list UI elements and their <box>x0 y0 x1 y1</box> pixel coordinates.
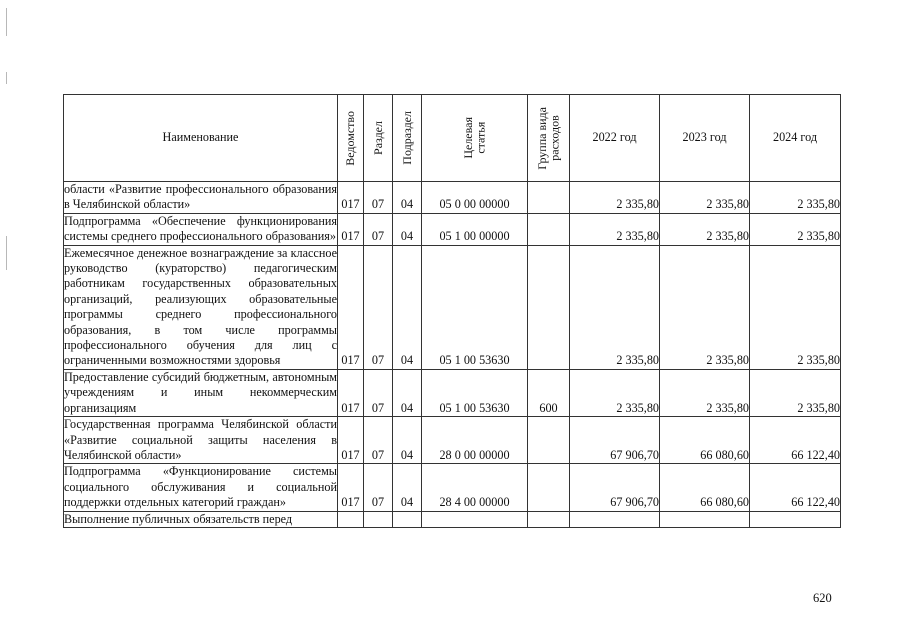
row-2024: 2 335,80 <box>750 213 841 245</box>
row-podrazdel: 04 <box>393 417 422 464</box>
row-2022: 2 335,80 <box>570 182 660 214</box>
row-gruppa <box>528 464 570 511</box>
row-gruppa <box>528 417 570 464</box>
header-2024: 2024 год <box>750 95 841 182</box>
header-razdel: Раздел <box>364 95 393 182</box>
table-row <box>64 182 841 214</box>
table-body <box>64 182 841 528</box>
table-row <box>64 245 841 369</box>
row-2023: 66 080,60 <box>660 417 750 464</box>
row-2022: 2 335,80 <box>570 213 660 245</box>
header-tselevaya-statya: Целевая статья <box>422 95 528 182</box>
row-name: Подпрограмма «Функционирование системы социального обслуживания и социальной поддержки отдельных категорий граждан» <box>64 464 337 510</box>
row-razdel: 07 <box>364 464 393 511</box>
row-tselevaya-statya: 05 1 00 53630 <box>422 369 528 416</box>
page-number: 620 <box>813 591 832 605</box>
row-tselevaya-statya: 05 1 00 00000 <box>422 213 528 245</box>
row-podrazdel: 04 <box>393 464 422 511</box>
row-2024: 2 335,80 <box>750 369 841 416</box>
table-row <box>64 511 841 527</box>
row-name: области «Развитие профессионального образования в Челябинской области» <box>64 182 337 212</box>
row-gruppa: 600 <box>528 369 570 416</box>
table-row <box>64 213 841 245</box>
header-name: Наименование <box>64 95 338 182</box>
row-2024: 2 335,80 <box>750 182 841 214</box>
scan-edge-mark <box>6 236 7 270</box>
row-gruppa <box>528 213 570 245</box>
row-tselevaya-statya: 05 1 00 53630 <box>422 245 528 369</box>
row-vedomstvo <box>338 511 364 527</box>
row-tselevaya-statya: 28 0 00 00000 <box>422 417 528 464</box>
table-header-row <box>64 95 841 182</box>
row-podrazdel <box>393 511 422 527</box>
row-vedomstvo: 017 <box>338 464 364 511</box>
row-gruppa <box>528 182 570 214</box>
row-name: Предоставление субсидий бюджетным, автономным учреждениям и иным некоммерческим организациям <box>64 369 337 415</box>
row-name: Ежемесячное денежное вознаграждение за классное руководство (кураторство) педагогическим работникам государственных образовательных организаций, реализующих образовательные программы среднего профессионального образования, в том числе программы профессионального обучения для лиц с ограниченными возможностями здоровья <box>64 245 337 368</box>
row-razdel: 07 <box>364 417 393 464</box>
budget-table <box>63 94 841 528</box>
row-podrazdel: 04 <box>393 245 422 369</box>
row-gruppa <box>528 511 570 527</box>
row-2023: 2 335,80 <box>660 182 750 214</box>
row-2023: 2 335,80 <box>660 213 750 245</box>
row-razdel: 07 <box>364 245 393 369</box>
row-name: Государственная программа Челябинской области «Развитие социальной защиты населения в Челябинской области» <box>64 417 337 462</box>
row-razdel: 07 <box>364 182 393 214</box>
scan-edge-mark <box>6 8 7 36</box>
row-tselevaya-statya: 28 4 00 00000 <box>422 464 528 511</box>
scan-edge-mark <box>6 72 7 84</box>
row-2022: 2 335,80 <box>570 245 660 369</box>
row-2022 <box>570 511 660 527</box>
row-vedomstvo: 017 <box>338 369 364 416</box>
row-razdel: 07 <box>364 369 393 416</box>
row-gruppa <box>528 245 570 369</box>
row-podrazdel: 04 <box>393 369 422 416</box>
row-2023 <box>660 511 750 527</box>
table-row <box>64 369 841 416</box>
row-vedomstvo: 017 <box>338 213 364 245</box>
row-vedomstvo: 017 <box>338 245 364 369</box>
row-razdel: 07 <box>364 213 393 245</box>
row-tselevaya-statya <box>422 511 528 527</box>
row-name: Подпрограмма «Обеспечение функционирования системы среднего профессионального образования» <box>64 213 337 244</box>
header-vedomstvo: Ведомство <box>338 95 364 182</box>
row-vedomstvo: 017 <box>338 182 364 214</box>
table-row <box>64 464 841 511</box>
header-2022: 2022 год <box>570 95 660 182</box>
row-2022: 67 906,70 <box>570 464 660 511</box>
row-2024 <box>750 511 841 527</box>
row-podrazdel: 04 <box>393 213 422 245</box>
header-podrazdel: Подраздел <box>393 95 422 182</box>
row-2024: 66 122,40 <box>750 417 841 464</box>
row-name: Выполнение публичных обязательств перед <box>64 511 338 527</box>
row-2023: 2 335,80 <box>660 369 750 416</box>
header-gruppa-vida-raskhodov: Группа вида расходов <box>528 95 570 182</box>
row-2022: 2 335,80 <box>570 369 660 416</box>
header-2023: 2023 год <box>660 95 750 182</box>
row-podrazdel: 04 <box>393 182 422 214</box>
row-razdel <box>364 511 393 527</box>
row-vedomstvo: 017 <box>338 417 364 464</box>
row-2023: 2 335,80 <box>660 245 750 369</box>
row-tselevaya-statya: 05 0 00 00000 <box>422 182 528 214</box>
row-2022: 67 906,70 <box>570 417 660 464</box>
row-2023: 66 080,60 <box>660 464 750 511</box>
row-2024: 66 122,40 <box>750 464 841 511</box>
row-2024: 2 335,80 <box>750 245 841 369</box>
table-row <box>64 417 841 464</box>
